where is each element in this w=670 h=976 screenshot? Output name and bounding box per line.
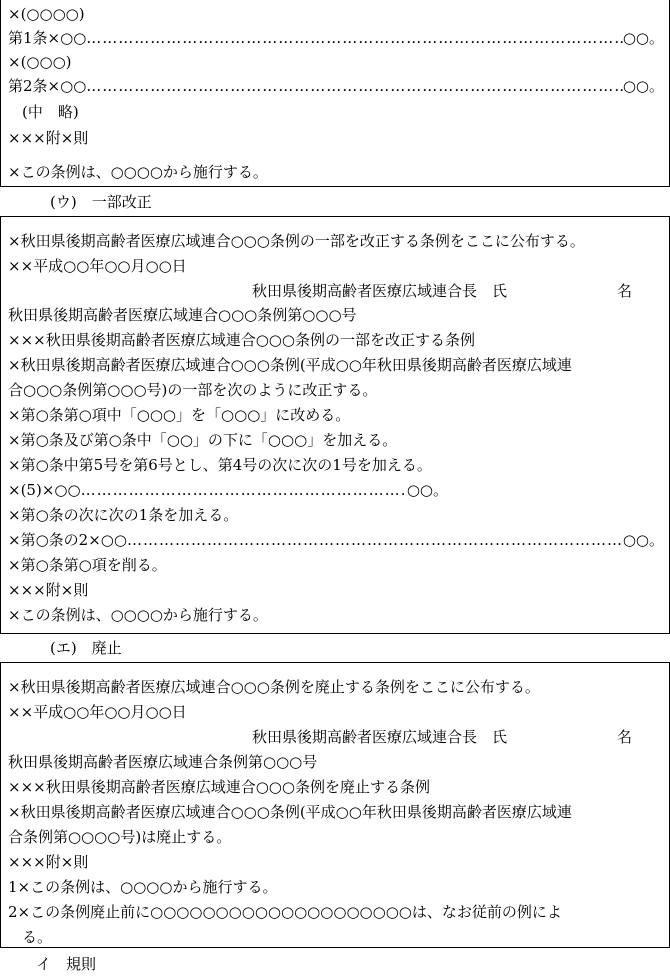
repeal-ordinance-title: ×××秋田県後期高齢者医療広域連合○○○条例を廃止する条例 (8, 778, 430, 796)
heading-partial-amendment: (ウ) 一部改正 (50, 193, 152, 211)
repeal-provision-2-cont: る。 (22, 928, 53, 946)
amendment-item-7: ×第○条第○項を削る。 (8, 556, 167, 574)
amendment-item-1: ×第○条第○項中「○○○」を「○○○」に改める。 (8, 406, 351, 424)
article-1-end: ○○。 (622, 29, 664, 47)
article-2-text: 第2条×○○ (8, 77, 87, 95)
supplementary-heading-2: ×××附×則 (8, 581, 89, 599)
repeal-ordinance-number: 秋田県後期高齢者医療広域連合条例第○○○号 (8, 753, 318, 771)
leader-dots (86, 26, 623, 50)
amendment-item-2: ×第○条及び第○条中「○○」の下に「○○○」を加える。 (8, 431, 398, 449)
article-1-line (8, 26, 664, 50)
promulgation-line: ×秋田県後期高齢者医療広域連合○○○条例の一部を改正する条例をここに公布する。 (8, 232, 585, 250)
amendment-item-3: ×第○条中第5号を第6号とし、第4号の次に次の1号を加える。 (8, 456, 432, 474)
leader-dots (81, 478, 407, 502)
leader-dots (86, 74, 623, 98)
enforcement-line-2: ×この条例は、○○○○から施行する。 (8, 606, 268, 624)
heading-repeal: (エ) 廃止 (50, 639, 122, 657)
repeal-signer-name: 名 (617, 728, 633, 746)
omission-note: (中 略) (22, 103, 79, 121)
supplementary-heading: ×××附×則 (8, 129, 89, 147)
item-5-end: ○○。 (406, 481, 448, 499)
signer-name: 名 (617, 282, 633, 300)
amendment-item-4 (8, 478, 448, 502)
ordinance-title: ×××秋田県後期高齢者医療広域連合○○○条例の一部を改正する条例 (8, 331, 475, 349)
repeal-provision-2: 2×この条例廃止前に○○○○○○○○○○○○○○○○○○○○は、なお従前の例によ (8, 903, 562, 921)
article-bis-end: ○○。 (622, 531, 664, 549)
heading-regulations: イ 規則 (36, 955, 97, 973)
repeal-signer-title: 秋田県後期高齢者医療広域連合長 氏 (252, 728, 508, 746)
leader-dots (127, 528, 623, 552)
repeal-promulgation-line: ×秋田県後期高齢者医療広域連合○○○条例を廃止する条例をここに公布する。 (8, 678, 540, 696)
repeal-body-1: ×秋田県後期高齢者医療広域連合○○○条例(平成○○年秋田県後期高齢者医療広域連 (8, 803, 572, 821)
repeal-body-2: 合条例第○○○○号)は廃止する。 (8, 828, 232, 846)
article-caption-1: ×(○○○○) (8, 5, 85, 23)
amendment-body-2: 合○○○条例第○○○号)の一部を次のように改正する。 (8, 381, 378, 399)
amendment-item-6 (8, 528, 664, 552)
article-bis-text: ×第○条の2×○○ (8, 531, 127, 549)
article-1-text: 第1条×○○ (8, 29, 87, 47)
amendment-item-5: ×第○条の次に次の1条を加える。 (8, 506, 239, 524)
enforcement-line: ×この条例は、○○○○から施行する。 (8, 163, 268, 181)
repeal-date-line: ××平成○○年○○月○○日 (8, 703, 187, 721)
signer-title: 秋田県後期高齢者医療広域連合長 氏 (252, 282, 508, 300)
amendment-body-1: ×秋田県後期高齢者医療広域連合○○○条例(平成○○年秋田県後期高齢者医療広域連 (8, 356, 572, 374)
item-5-text: ×(5)×○○ (8, 481, 81, 499)
repeal-provision-1: 1×この条例は、○○○○から施行する。 (8, 878, 278, 896)
article-caption-2: ×(○○○) (8, 53, 72, 71)
article-2-end: ○○。 (622, 77, 664, 95)
repeal-supplementary-heading: ×××附×則 (8, 853, 89, 871)
article-2-line (8, 74, 664, 98)
ordinance-number: 秋田県後期高齢者医療広域連合○○○条例第○○○号 (8, 306, 357, 324)
date-line: ××平成○○年○○月○○日 (8, 257, 187, 275)
